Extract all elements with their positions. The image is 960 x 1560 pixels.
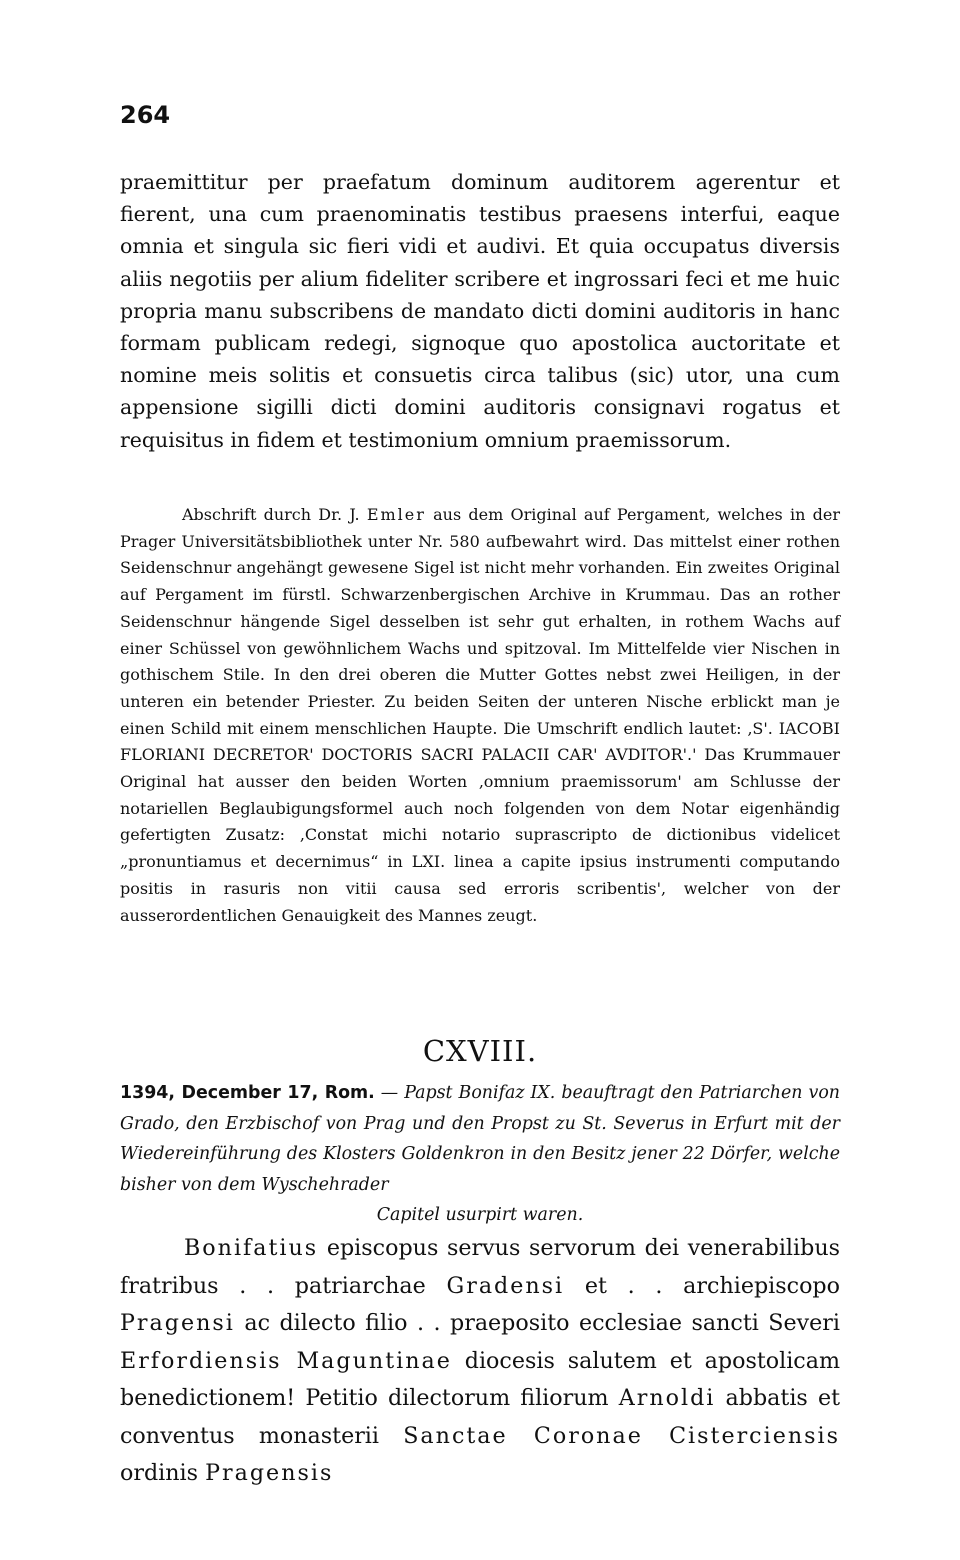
regest	[120, 1078, 840, 1231]
charter-text-1: episcopus servus servorum dei venerabilibus fratribus . . patriarchae	[120, 1235, 840, 1299]
charter-name-pragensis: Pragensis	[205, 1460, 334, 1486]
charter-text-4: diocesis salutem et apostolicam benedictionem! Petitio dilectorum filiorum	[120, 1347, 840, 1411]
charter-name-gradensi: Gradensi	[446, 1272, 565, 1299]
regest-date: 1394, December 17, Rom.	[120, 1083, 375, 1103]
regest-summary-last-line: Capitel usurpirt waren.	[376, 1205, 584, 1225]
continuation-paragraph: praemittitur per praefatum dominum auditorem agerentur et fierent, una cum praenominatis testibus praesens interfui, eaque omnia et singula sic fieri vidi et audivi. Et quia occupatus diversis aliis negotiis per alium fideliter scribere et ingrossari feci et me huic propria manu subscribens de mandato dicti domini auditoris in hanc formam publicam redegi, signoque quo apostolica auctoritate et nomine meis solitis et consuetis circa talibus (sic) utor, una cum appensione sigilli dicti domini auditoris consignavi rogatus et requisitus in fidem et testimonium omnium praemissorum.	[120, 170, 840, 452]
charter-text	[120, 1230, 840, 1493]
charter-text-5: abbatis et conventus monasterii	[120, 1385, 840, 1449]
charter-name-sanctae-coronae: Sanctae Coronae Cisterciensis	[403, 1422, 840, 1449]
note-text-1: Abschrift durch Dr. J.	[182, 505, 367, 524]
charter-text-6: ordinis	[120, 1460, 206, 1486]
section-number: CXVIII.	[422, 1034, 538, 1068]
charter-name-bonifatius: Bonifatius	[184, 1235, 319, 1261]
charter-name-erfordiensis: Erfordiensis Maguntinae	[120, 1347, 452, 1374]
charter-name-pragensi: Pragensi	[120, 1310, 235, 1336]
regest-summary: — Papst Bonifaz IX. beauftragt den Patriarchen von Grado, den Erzbischof von Prag und den Propst zu St. Severus in Erfurt mit der Wiedereinführung des Klosters Goldenkron in den Besitz jener 22 Dörfer, welche bisher von dem Wyschehrader	[120, 1083, 840, 1195]
page-number: 264	[120, 101, 171, 129]
page	[120, 0, 840, 1560]
charter-text-3: ac dilecto filio . . praeposito ecclesiae sancti Severi	[234, 1310, 840, 1336]
charter-text-2: et . . archiepiscopo	[564, 1272, 840, 1299]
note-editor-name: Emler	[366, 505, 426, 524]
note-text-2: aus dem Original auf Pergament, welches in der Prager Universitätsbibliothek unter Nr. 580 aufbewahrt wird. Das mittelst einer rothen Seidenschnur angehängt gewesene Sigel ist nicht mehr vorhanden. Ein zweites Original auf Pergament im fürstl. Schwarzenbergischen Archive in Krummau. Das an rother Seidenschnur hängende Sigel desselben ist sehr gut erhalten, in rothem Wachs auf einer Schüssel von gewöhnlichem Wachs und spitzoval. Im Mittelfelde vier Nischen in gothischem Stile. In den drei oberen die Mutter Gottes nebst zwei Heiligen, in der unteren ein betender Priester. Zu beiden Seiten der unteren Nische erblickt man je einen Schild mit einem menschlichen Haupte. Die Umschrift endlich lautet: ‚S'. IACOBI FLORIANI DECRETOR' DOCTORIS SACRI PALACII CAR' AVDITOR'.' Das Krummauer Original hat ausser den beiden Worten ‚omnium praemissorum' am Schlusse der notariellen Beglaubigungsformel auch noch folgenden von dem Notar eigenhändig gefertigten Zusatz: ‚Constat michi notario suprascripto de dictionibus videlicet „pronuntiamus et decernimus“ in LXI. linea a capite ipsius instrumenti computando positis in rasuris non vitii causa sed erroris scribentis', welcher von der ausserordentlichen Genauigkeit des Mannes zeugt.	[120, 505, 840, 925]
editorial-note	[120, 502, 840, 929]
charter-name-arnoldi: Arnoldi	[618, 1385, 716, 1411]
